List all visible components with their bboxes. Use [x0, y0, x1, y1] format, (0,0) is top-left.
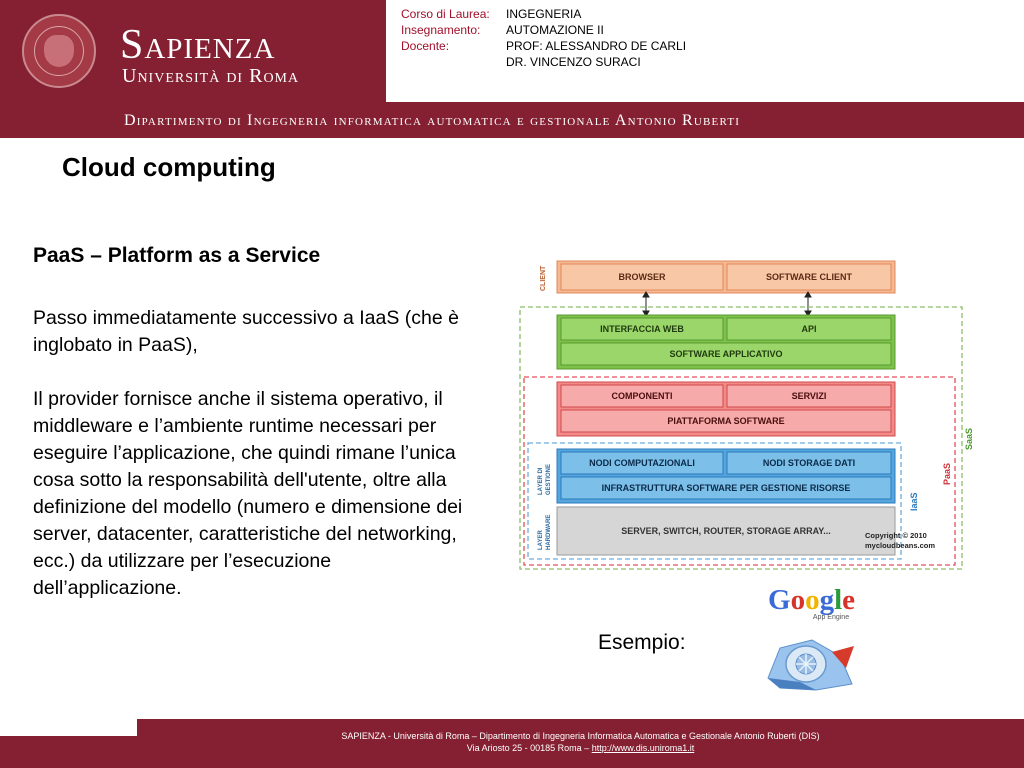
iaas-label: IaaS	[909, 492, 919, 511]
subject-value: AUTOMAZIONE II	[506, 23, 604, 37]
footer-text	[137, 730, 1024, 754]
footer-line-1: SAPIENZA - Università di Roma – Dipartimento di Ingegneria Informatica Automatica e Gestionale Antonio Ruberti (DIS)	[341, 731, 820, 741]
platform-software-label: PIATTAFORMA SOFTWARE	[667, 416, 785, 426]
footer-address: Via Ariosto 25 - 00185 Roma –	[466, 743, 592, 753]
layer-hardware-label-1: LAYER	[538, 530, 544, 550]
logo-name: Sapienza	[120, 22, 276, 68]
google-app-engine-logo	[768, 583, 866, 623]
department-name: Dipartimento di Ingegneria informatica automatica e gestionale Antonio Ruberti	[124, 112, 741, 129]
university-seal-icon	[22, 14, 96, 88]
services-label: SERVIZI	[791, 391, 827, 401]
infra-software-label: INFRASTRUTTURA SOFTWARE PER GESTIONE RISORSE	[601, 483, 851, 493]
subject-row	[401, 22, 686, 38]
web-interface-label: INTERFACCIA WEB	[600, 324, 684, 334]
header-logo-area	[0, 0, 386, 102]
hardware-label: SERVER, SWITCH, ROUTER, STORAGE ARRAY...	[621, 526, 831, 536]
storage-nodes-label: NODI STORAGE DATI	[762, 458, 856, 468]
teacher2-value: DR. VINCENZO SURACI	[506, 55, 641, 69]
saas-label: SaaS	[964, 427, 974, 450]
course-label: Corso di Laurea:	[401, 7, 490, 21]
compute-nodes-label: NODI COMPUTAZIONALI	[589, 458, 695, 468]
teacher-value: PROF: ALESSANDRO DE CARLI	[506, 39, 687, 53]
copyright-line-2: mycloudbeans.com	[865, 541, 936, 550]
app-engine-icon	[760, 626, 856, 692]
teacher-row	[401, 38, 686, 54]
client-layer-label: CLIENT	[540, 265, 547, 291]
teacher-label: Docente:	[401, 39, 450, 53]
components-label: COMPONENTI	[611, 391, 673, 401]
paragraph-intro: Passo immediatamente successivo a IaaS (che è inglobato in PaaS),	[33, 307, 459, 356]
course-info	[401, 6, 686, 70]
subject-label: Insegnamento:	[401, 23, 481, 37]
google-brand-text: Google	[768, 584, 855, 616]
course-value: INGEGNERIA	[506, 7, 582, 21]
browser-label: BROWSER	[618, 272, 666, 282]
layer-hardware-label-2: HARDWARE	[546, 514, 552, 550]
page-title: Cloud computing	[62, 152, 276, 182]
teacher2-label	[401, 54, 506, 70]
layer-management-label-1: LAYER DI	[538, 467, 544, 495]
application-software-label: SOFTWARE APPLICATIVO	[669, 349, 783, 359]
paragraph-description: Il provider fornisce anche il sistema operativo, il middleware e l’ambiente runtime necessari per eseguire l’applicazione, che quindi rimane l’unica cosa sotto la responsabilità dell'utente, oltre alla definizione del modello (numero e dimensione dei server, datacenter, caratteristiche del networking, ecc.) da utilizzare per l’esecuzione dell’applicazione.	[33, 388, 463, 599]
copyright-line-1: Copyright © 2010	[865, 531, 927, 540]
cloud-stack-diagram	[515, 255, 975, 575]
app-engine-label: App Engine	[812, 614, 850, 621]
course-row	[401, 6, 686, 22]
logo-subtitle: Università di Roma	[122, 65, 300, 87]
section-subtitle: PaaS – Platform as a Service	[33, 244, 321, 267]
footer-left-band	[0, 736, 137, 768]
paas-label: PaaS	[942, 462, 952, 485]
api-label: API	[801, 324, 817, 334]
footer-line-2	[137, 742, 1024, 754]
teacher2-row	[401, 54, 686, 70]
footer-link[interactable]: http://www.dis.uniroma1.it	[591, 743, 695, 753]
layer-management-label-2: GESTIONE	[546, 463, 552, 495]
example-label: Esempio:	[598, 631, 686, 654]
software-client-label: SOFTWARE CLIENT	[766, 272, 852, 282]
